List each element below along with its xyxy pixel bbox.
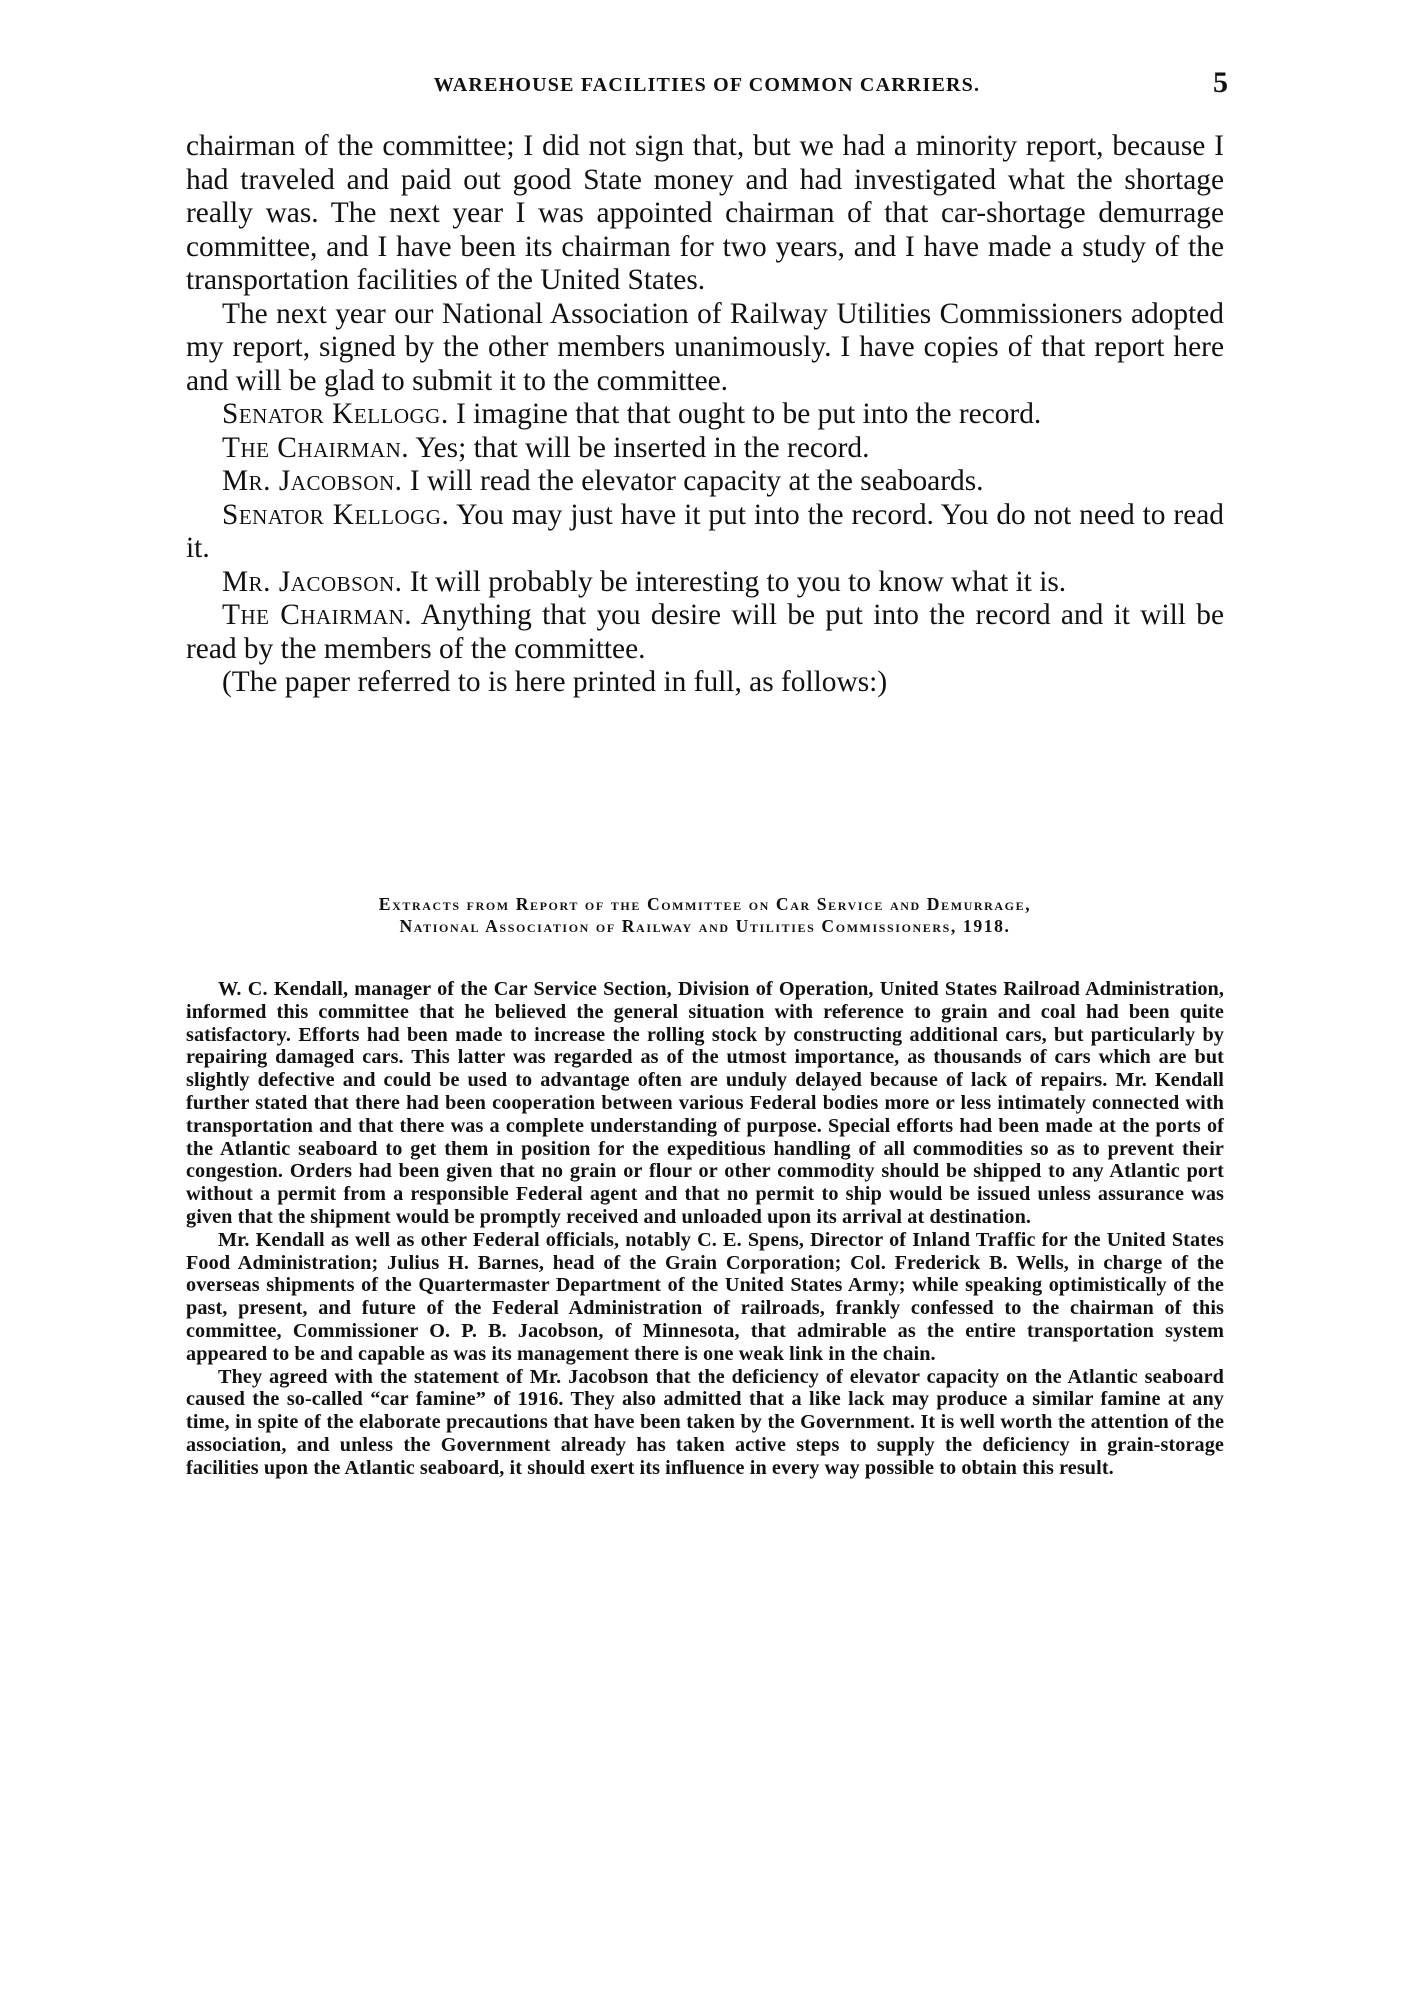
extract-heading-line: National Association of Railway and Utilities Commissioners, 1918. — [399, 916, 1011, 936]
paragraph-text: The next year our National Association of Railway Utilities Commissioners adopted my report, signed by the other members unanimously. I have copies of that report here and will be glad to submit it to the committee. — [186, 297, 1224, 397]
speech-text: It will probably be interesting to you to know what it is. — [402, 565, 1067, 598]
speaker-name: Senator Kellogg. — [222, 398, 449, 430]
testimony-paragraph — [186, 432, 1224, 466]
testimony-paragraph — [186, 666, 1224, 700]
paragraph-text: (The paper referred to is here printed in full, as follows:) — [222, 666, 888, 698]
speaker-name: Mr. Jacobson. — [222, 565, 403, 598]
testimony-paragraph — [186, 599, 1224, 666]
speech-text: I imagine that that ought to be put into the record. — [448, 398, 1042, 430]
extract-body — [186, 978, 1224, 1480]
speech-text: Anything that you desire will be put into the record and it will be read by the members of the committee. — [186, 599, 1224, 665]
running-title: WAREHOUSE FACILITIES OF COMMON CARRIERS. — [433, 74, 981, 96]
testimony-paragraph — [186, 566, 1224, 600]
running-head — [186, 68, 1228, 108]
extract-paragraph: Mr. Kendall as well as other Federal officials, notably C. E. Spens, Director of Inland Traffic for the United States Food Administration; Julius H. Barnes, head of the Grain Corporation; Col. Frederick B. Wells, in charge of the overseas shipments of the Quartermaster Department of the United States Army; while speaking optimistically of the past, present, and future of the Federal Administration of railroads, frankly confessed to the chairman of this committee, Commissioner O. P. B. Jacobson, of Minnesota, that admirable as the entire transportation system appeared to be and capable as was its management there is one weak link in the chain. — [186, 1228, 1224, 1365]
speech-text: I will read the elevator capacity at the seaboards. — [402, 465, 984, 497]
testimony-paragraph — [186, 130, 1224, 298]
testimony-paragraph — [186, 465, 1224, 499]
speech-text: Yes; that will be inserted in the record. — [409, 431, 870, 464]
speaker-name: Senator Kellogg. — [222, 498, 450, 531]
extract-heading — [186, 893, 1224, 937]
speaker-name: Mr. Jacobson. — [222, 465, 403, 497]
extract-heading-line: Extracts from Report of the Committee on Car Service and Demurrage, — [378, 894, 1032, 914]
speech-text: You may just have it put into the record. You do not need to read it. — [186, 498, 1224, 564]
speaker-name: The Chairman. — [222, 599, 413, 631]
page-number: 5 — [1213, 66, 1228, 99]
extract-paragraph: W. C. Kendall, manager of the Car Service Section, Division of Operation, United States Railroad Administration, informed this committee that he believed the general situation with reference to grain and coal had been quite satisfactory. Efforts had been made to increase the rolling stock by constructing additional cars, but particularly by repairing damaged cars. This latter was regarded as of the utmost importance, as thousands of cars which are but slightly defective and could be used to advantage often are unduly delayed because of lack of repairs. Mr. Kendall further stated that there had been cooperation between various Federal bodies more or less intimately connected with transportation and that there was a complete understanding of purpose. Special efforts had been made at the ports of the Atlantic seaboard to get them in position for the expeditious handling of all commodities so as to prevent their congestion. Orders had been given that no grain or flour or other commodity should be shipped to any Atlantic port without a permit from a responsible Federal agent and that no permit to ship would be issued unless assurance was given that the shipment would be promptly received and unloaded upon its arrival at destination. — [186, 978, 1224, 1228]
testimony-paragraph — [186, 499, 1224, 566]
extract-paragraph: They agreed with the statement of Mr. Jacobson that the deficiency of elevator capacity on the Atlantic seaboard caused the so-called “car famine” of 1916. They also admitted that a like lack may produce a similar famine at any time, in spite of the elaborate precautions that have been taken by the Government. It is well worth the attention of the association, and unless the Government already has taken active steps to supply the deficiency in grain-storage facilities upon the Atlantic seaboard, it should exert its influence in every way possible to obtain this result. — [186, 1365, 1224, 1479]
testimony-paragraph — [186, 398, 1224, 432]
paragraph-text: chairman of the committee; I did not sign that, but we had a minority report, because I had traveled and paid out good State money and had investigated what the shortage really was. The next year I was appointed chairman of that car-shortage demurrage committee, and I have been its chairman for two years, and I have made a study of the transportation facilities of the United States. — [186, 130, 1224, 296]
testimony-paragraph — [186, 298, 1224, 399]
speaker-name: The Chairman. — [222, 431, 410, 464]
testimony-text — [186, 130, 1224, 700]
